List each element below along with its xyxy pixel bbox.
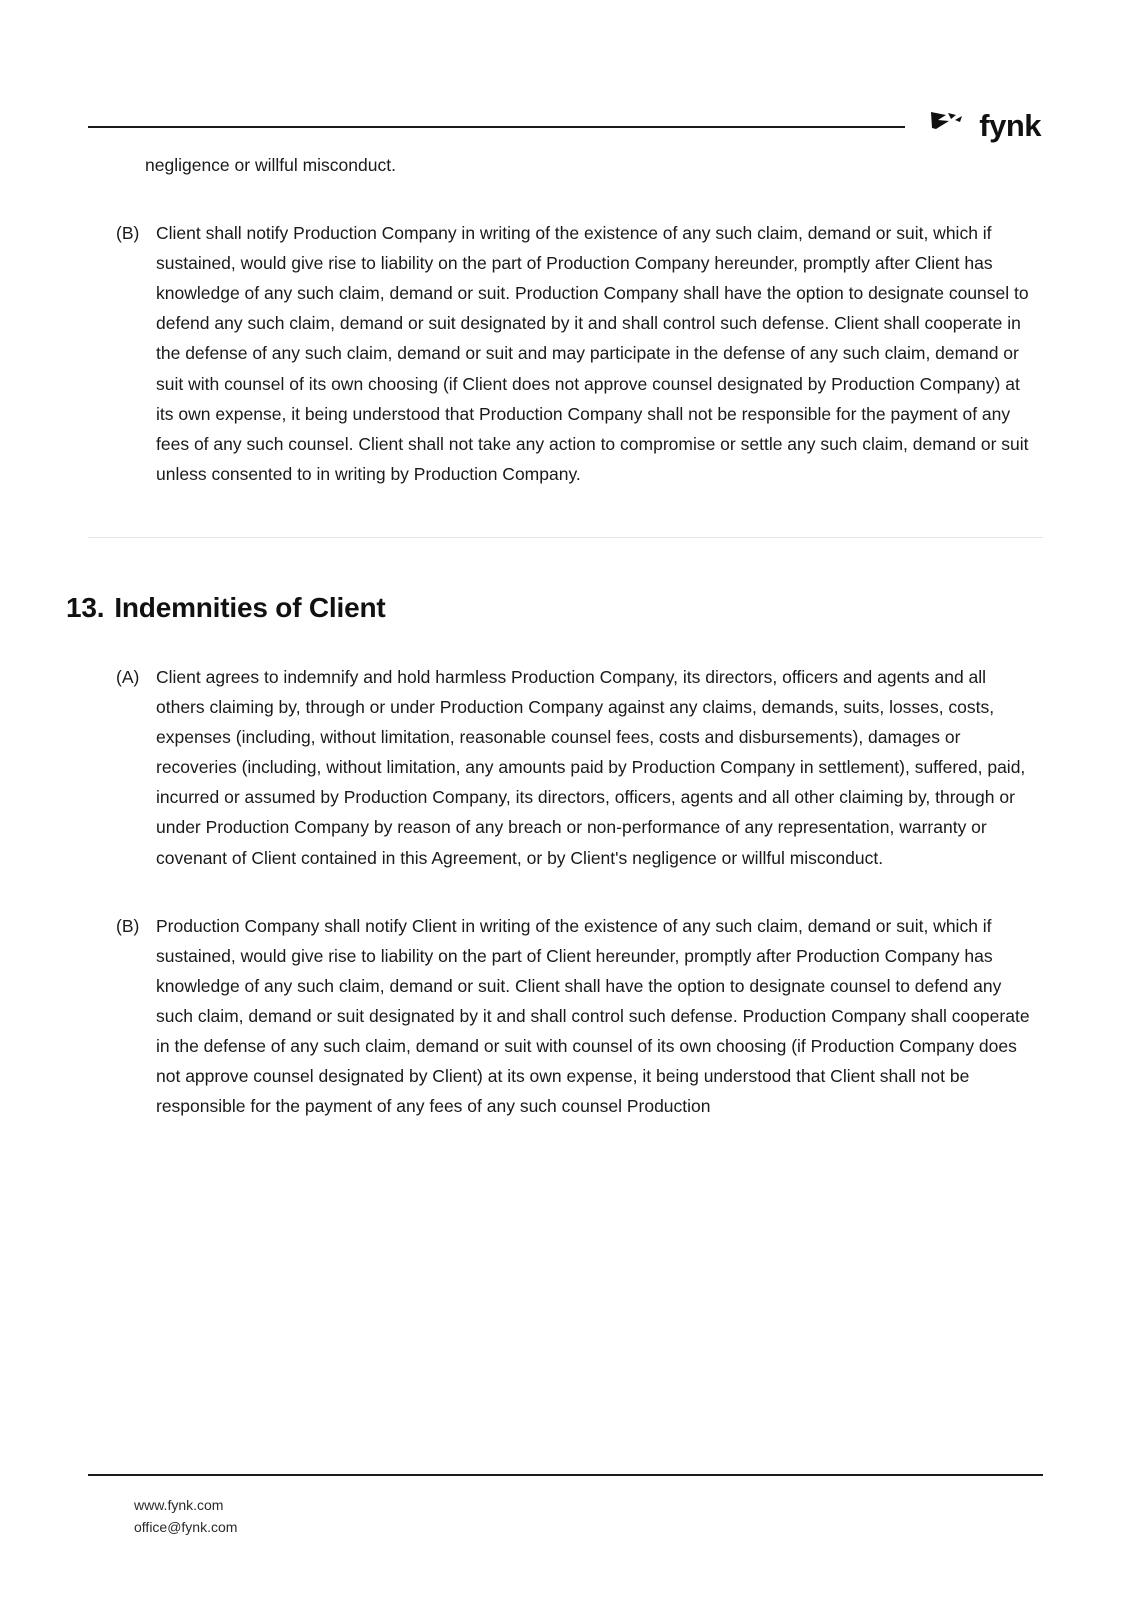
footer-contact	[134, 1494, 1043, 1538]
continued-paragraph: negligence or willful misconduct.	[145, 155, 396, 175]
brand-logo	[929, 108, 1043, 142]
brand-name: fynk	[979, 107, 1041, 143]
page-footer	[88, 1474, 1043, 1538]
clause-text: Client agrees to indemnify and hold harmless Production Company, its directors, officers and agents and all others claiming by, through or under Production Company against any claims, demands, suits, losses, costs, expenses (including, without limitation, reasonable counsel fees, costs and disbursements), damages or recoveries (including, without limitation, any amounts paid by Production Company in settlement), suffered, paid, incurred or assumed by Production Company, its directors, officers, agents and all other claiming by, through or under Production Company by reason of any breach or non-performance of any representation, warranty or covenant of Client contained in this Agreement, or by Client's negligence or willful misconduct.	[156, 666, 1026, 868]
header-divider	[88, 126, 905, 128]
document-body	[66, 150, 1043, 1121]
clause-text: Production Company shall notify Client in writing of the existence of any such claim, demand or suit, which if sustained, would give rise to liability on the part of Client hereunder, promptly after Production Company has knowledge of any such claim, demand or suit. Client shall have the option to designate counsel to defend any such claim, demand or suit designated by it and shall control such defense. Production Company shall cooperate in the defense of any such claim, demand or suit with counsel of its own choosing (if Production Company does not approve counsel designated by Client) at its own expense, it being understood that Client shall not be responsible for the payment of any fees of any such counsel Production	[156, 915, 1030, 1117]
clause-label: (B)	[116, 223, 140, 244]
clause-label: (B)	[116, 915, 140, 936]
clause-b	[116, 911, 1039, 1122]
section-number: 13.	[66, 591, 105, 623]
clause-b-top	[116, 218, 1039, 489]
clause-label: (A)	[116, 666, 140, 687]
clause-text: Client shall notify Production Company in writing of the existence of any such claim, demand or suit, which if sustained, would give rise to liability on the part of Production Company hereunder, promptly after Client has knowledge of any such claim, demand or suit. Production Company shall have the option to designate counsel to defend any such claim, demand or suit designated by it and shall control such defense. Client shall cooperate in the defense of any such claim, demand or suit and may participate in the defense of any such claim, demand or suit with counsel of its own choosing (if Client does not approve counsel designated by Production Company) at its own expense, it being understood that Production Company shall not be responsible for the payment of any fees of any such counsel. Client shall not take any action to compromise or settle any such claim, demand or suit unless consented to in writing by Production Company.	[156, 223, 1029, 484]
fynk-bird-icon	[929, 108, 969, 142]
footer-website[interactable]: www.fynk.com	[134, 1496, 224, 1513]
page-title	[66, 592, 1043, 624]
section-title: Indemnities of Client	[114, 591, 386, 623]
section-divider	[88, 537, 1043, 538]
footer-email[interactable]: office@fynk.com	[134, 1518, 238, 1535]
clause-a	[116, 662, 1039, 873]
footer-divider	[88, 1474, 1043, 1476]
